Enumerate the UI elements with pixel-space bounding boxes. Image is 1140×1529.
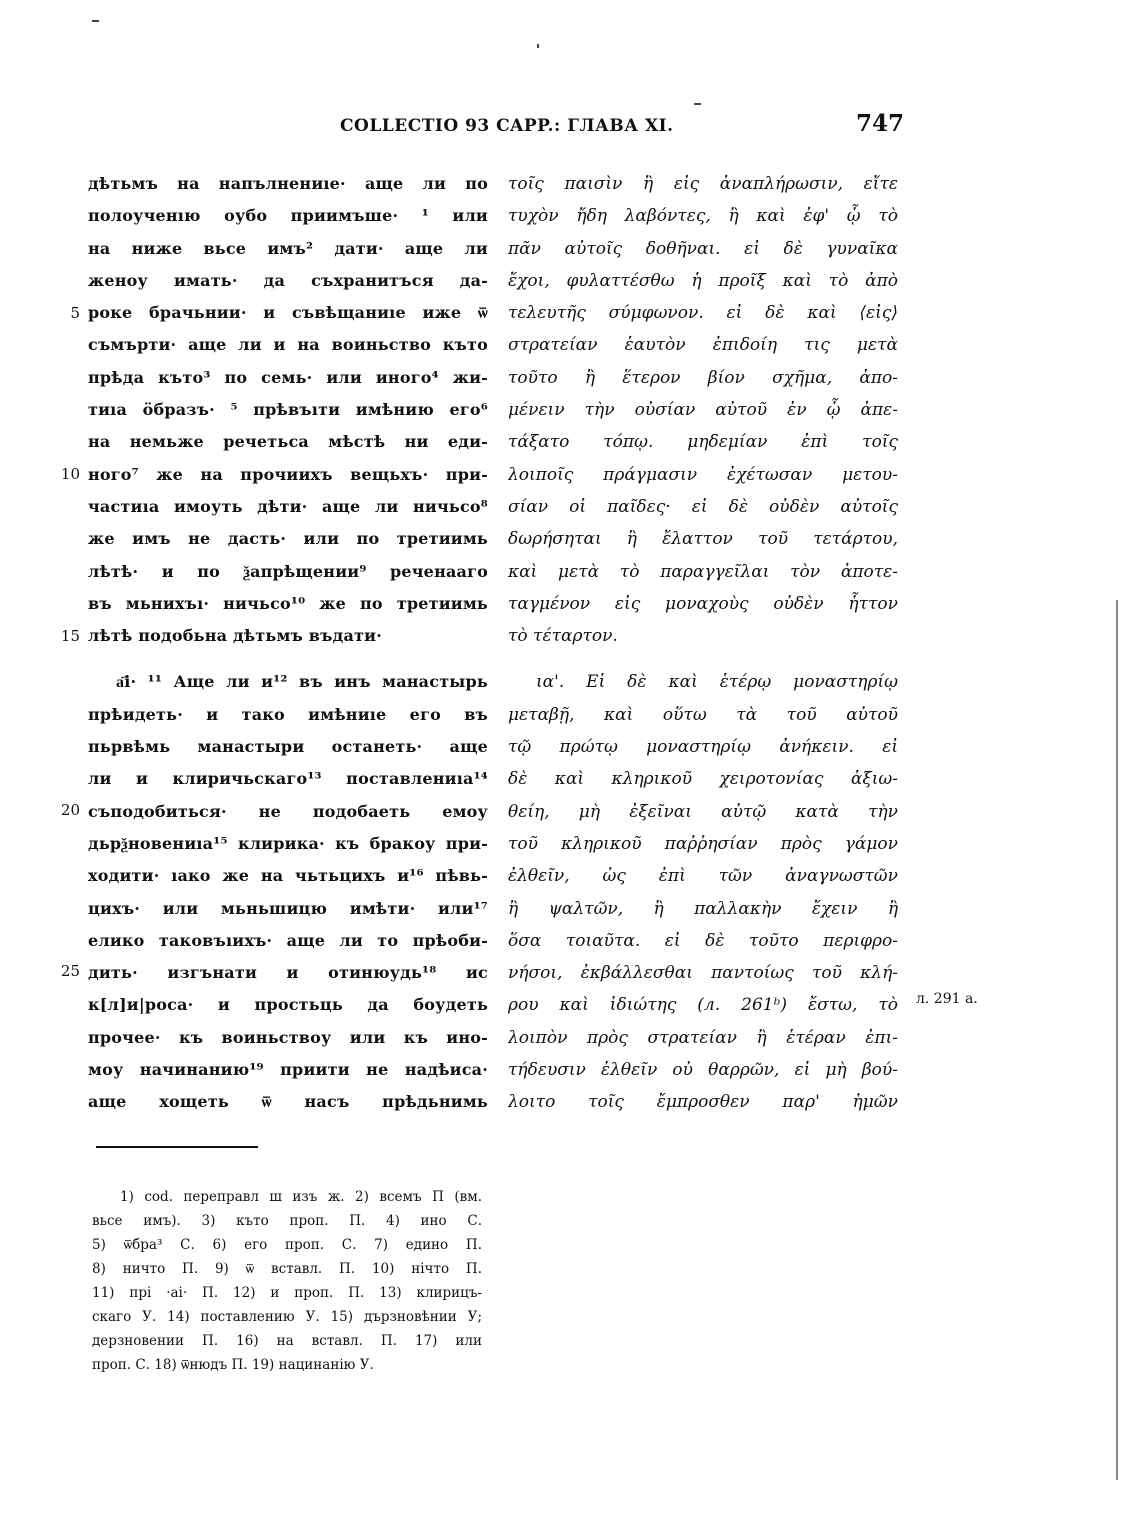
slavonic-line: роке брачьнии· и съвѣщаниıе иже ѿ: [88, 303, 488, 323]
scan-speck: [537, 44, 539, 48]
footnote-line: проп. С. 18) ѿнюдъ П. 19) нацинанію У.: [92, 1357, 374, 1373]
slavonic-line: моу начинанию¹⁹ приити не надѣиса·: [88, 1060, 488, 1080]
greek-line: τὸ τέταρτον.: [508, 626, 618, 647]
margin-folio-note: л. 291 а.: [916, 991, 978, 1007]
greek-line: τῷ πρώτῳ μοναστηρίῳ ἀνήκειν. εἰ: [508, 737, 898, 758]
scan-speck: [694, 103, 701, 105]
slavonic-line: аще хощеть ѿ насъ прѣдьнимь: [88, 1092, 488, 1112]
greek-line: τελευτῆς σύμφωνον. εἰ δὲ καὶ ⟨εἰς⟩: [508, 303, 898, 324]
slavonic-line: ли и клиричьскаго¹³ поставлениıа¹⁴: [88, 769, 488, 789]
greek-line: σίαν οἱ παῖδες· εἰ δὲ οὐδὲν αὐτοῖς: [508, 496, 898, 517]
footnote-line: вьсе имъ). 3) къто проп. П. 4) ино С.: [92, 1213, 482, 1229]
line-number-15: 15: [60, 627, 80, 645]
slavonic-line: лѣтѣ подобьна дѣтьмъ въдати·: [88, 626, 382, 646]
slavonic-line: въ мьнихъı· ничьсо¹⁰ же по третиимь: [88, 593, 488, 613]
slavonic-line: ного⁷ же на прочиихъ вещьхъ· при-: [88, 464, 488, 484]
greek-line: μεταβῇ, καὶ οὕτω τὰ τοῦ αὐτοῦ: [508, 704, 898, 725]
greek-line: ἐλθεῖν, ὡς ἐπὶ τῶν ἀναγνωστῶν: [508, 866, 898, 887]
slavonic-line: частиıа имоуть дѣти· аще ли ничьсо⁸: [88, 496, 488, 516]
slavonic-line: дить· изгънати и отинюудь¹⁸ ис: [88, 963, 488, 983]
greek-line: στρατείαν ἑαυτὸν ἐπιδοίη τις μετὰ: [508, 335, 898, 356]
greek-line: ἢ ψαλτῶν, ἢ παλλακὴν ἔχειν ἢ: [508, 898, 898, 919]
running-header-title: COLLECTIO 93 CAPP.: ГЛАВА XI.: [340, 116, 674, 136]
slavonic-line: полоученıю оубо приимъше· ¹ или: [88, 206, 488, 226]
slavonic-line: к[л]и|роса· и простьць да боудеть: [88, 995, 488, 1015]
slavonic-line: ходити· ıако же на чьтьцихъ и¹⁶ пѣвь-: [88, 866, 488, 886]
slavonic-line: дѣтьмъ на напълнениıе· аще ли по: [88, 174, 488, 193]
greek-line: ρου καὶ ἰδιώτης (л. 261ᵇ) ἔστω, τὸ: [508, 995, 898, 1016]
slavonic-line: пьрвѣмь манастыри останеть· аще: [88, 737, 488, 757]
greek-line: τοῦ κληρικοῦ παῤῥησίαν πρὸς γάμον: [508, 833, 898, 854]
slavonic-line: прѣидеть· и тако имѣниıе его въ: [88, 704, 488, 724]
greek-line: τήδευσιν ἐλθεῖν οὐ θαρρῶν, εἰ μὴ βού-: [508, 1060, 898, 1081]
greek-line: νήσοι, ἐκβάλλεσθαι παντοίως τοῦ κλή-: [508, 963, 898, 984]
slavonic-line: на немьже речетьса мѣстѣ ни еди-: [88, 432, 488, 452]
line-number-20: 20: [60, 801, 80, 819]
footnote-line: 8) ничто П. 9) ѿ вставл. П. 10) нічто П.: [92, 1261, 482, 1277]
greek-line: ὅσα τοιαῦτα. εἰ δὲ τοῦτο περιφρο-: [508, 930, 898, 951]
slavonic-line: прочее· къ воиньствоу или къ инo-: [88, 1027, 488, 1047]
footnote-line: дерзновении П. 16) на вставл. П. 17) или: [92, 1333, 482, 1349]
line-number-5: 5: [70, 304, 80, 322]
slavonic-line: на ниже вьсе имъ² дати· аще ли: [88, 238, 488, 258]
slavonic-line: женоу имать· да съхранитъся да-: [88, 270, 488, 290]
footnote-separator-rule: [96, 1146, 258, 1148]
slavonic-line: еликo таковъıихъ· аще ли то прѣоби-: [88, 930, 488, 950]
greek-text-column: [508, 168, 898, 1119]
slavonic-line: прѣда къто³ по семь· или иного⁴ жи-: [88, 367, 488, 387]
slavonic-line: тиıа ӧбразъ· ⁵ прѣвъıти имѣнию его⁶: [88, 400, 488, 420]
greek-line: καὶ μετὰ τὸ παραγγεῖλαι τὸν ἀποτε-: [508, 561, 898, 582]
line-number-25: 25: [60, 962, 80, 980]
footnote-line: 1) cod. переправл ш изъ ж. 2) всемъ П (вм.: [120, 1189, 482, 1205]
slavonic-line: цихъ· или мьньшицю имѣти· или¹⁷: [88, 898, 488, 918]
greek-paragraph-start: ια'. Εἰ δὲ καὶ ἑτέρῳ μοναστηρίῳ: [536, 672, 898, 693]
slavonic-line: лѣтѣ· и по ѯапрѣщении⁹ реченааго: [88, 561, 488, 581]
slavonic-line: же имъ не дасть· или по третиимь: [88, 529, 488, 549]
greek-line: δωρήσηται ἢ ἔλαττον τοῦ τετάρτου,: [508, 529, 898, 550]
slavonic-paragraph-start: а҃і· ¹¹ Аще ли и¹² въ инъ манастырь: [116, 672, 488, 692]
greek-line: ταγμένον εἰς μοναχοὺς οὐδὲν ἧττον: [508, 593, 898, 614]
greek-line: δὲ καὶ κληρικοῦ χειροτονίας ἀξιω-: [508, 769, 898, 790]
footnote-line: 5) ѿбра³ С. 6) его проп. С. 7) едино П.: [92, 1237, 482, 1253]
greek-line: λοιποῖς πράγμασιν ἐχέτωσαν μετου-: [508, 464, 898, 485]
greek-line: τοῦτο ἢ ἕτερον βίον σχῆμα, ἀπο-: [508, 367, 898, 388]
greek-line: μένειν τὴν οὐσίαν αὐτοῦ ἐν ᾧ ἀπε-: [508, 400, 898, 421]
greek-line: τάξατο τόπῳ. μηδεμίαν ἐπὶ τοῖς: [508, 432, 898, 453]
line-number-10: 10: [60, 465, 80, 483]
scan-edge-line: [1116, 600, 1118, 1480]
greek-line: ἔχοι, φυλαττέσθω ἡ προῖξ καὶ τὸ ἀπὸ: [508, 270, 898, 291]
footnotes-block: [92, 1185, 482, 1377]
scan-speck: [92, 20, 99, 22]
greek-line: πᾶν αὐτοῖς δοθῆναι. εἰ δὲ γυναῖκα: [508, 238, 898, 259]
page-number: 747: [856, 110, 905, 137]
footnote-line: 11) прі ·аі· П. 12) и проп. П. 13) клирицъ-: [92, 1285, 482, 1301]
greek-line: θείη, μὴ ἐξεῖναι αὐτῷ κατὰ τὴν: [508, 801, 898, 822]
greek-line: λοιτο τοῖς ἔμπροσθεν παρ' ἡμῶν: [508, 1092, 898, 1113]
slavonic-line: съмърти· аще ли и на воиньство къто: [88, 335, 488, 355]
greek-line: τοῖς παισὶν ἢ εἰς ἀναπλήρωσιν, εἴτε: [508, 174, 898, 194]
greek-line: λοιπὸν πρὸς στρατείαν ἢ ἑτέραν ἐπι-: [508, 1027, 898, 1048]
slavonic-line: съподобиться· не подобаеть емоу: [88, 801, 488, 821]
slavonic-text-column: [88, 168, 488, 1119]
footnote-line: скаго У. 14) поставлению У. 15) дързновѣнии У;: [92, 1309, 482, 1325]
slavonic-line: дьрѯновениıа¹⁵ клирика· къ бракоу при-: [88, 833, 488, 853]
greek-line: τυχὸν ἤδη λαβόντες, ἢ καὶ ἐφ' ᾧ τὸ: [508, 206, 898, 227]
